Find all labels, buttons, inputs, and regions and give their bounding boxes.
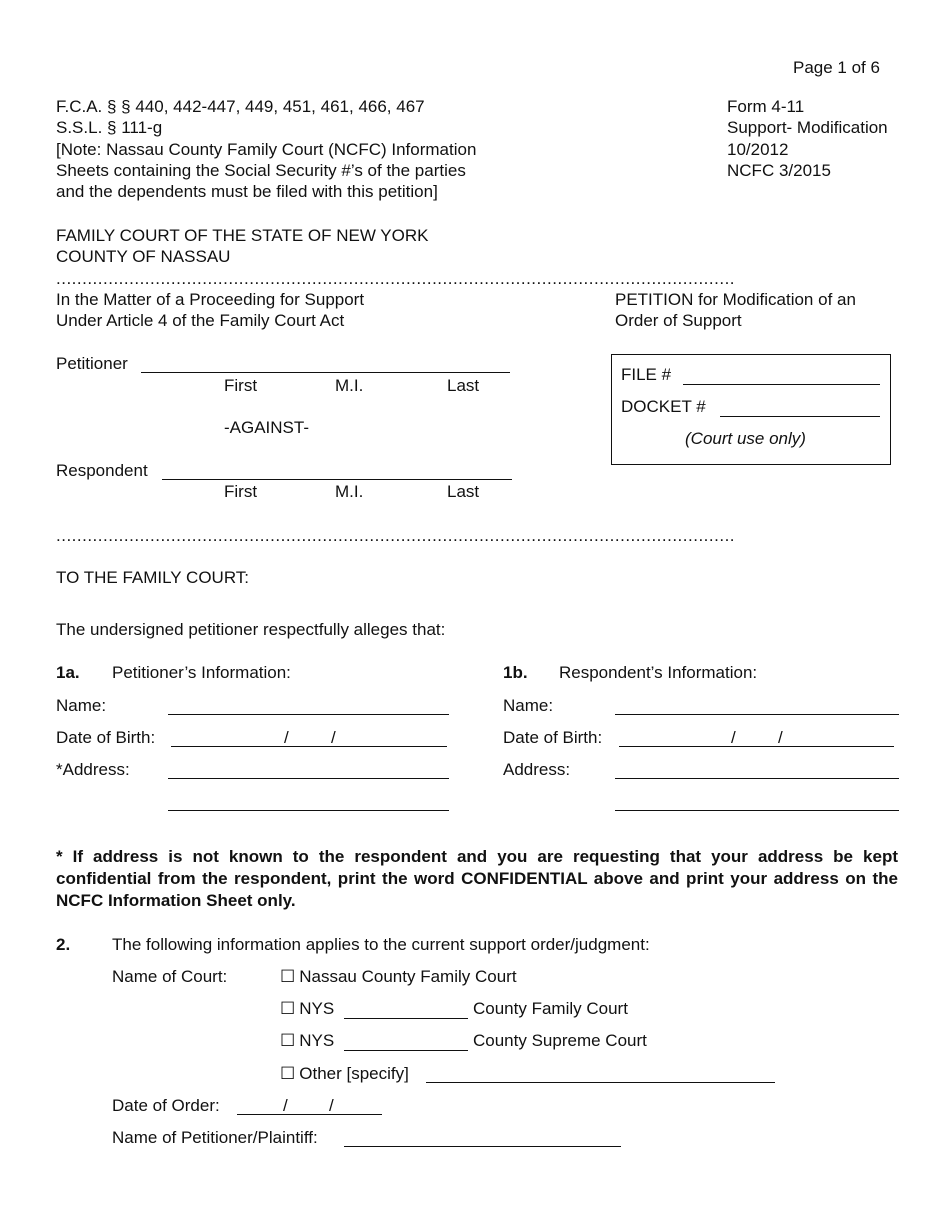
court-option-label: County Family Court — [473, 999, 628, 1018]
nys-label: NYS — [299, 999, 335, 1018]
petitioner-address-label: *Address: — [56, 760, 130, 779]
court-option-nys-supreme — [280, 1030, 334, 1052]
date-slash: / — [329, 1096, 334, 1115]
respondent-dob-input[interactable] — [619, 746, 894, 747]
plaintiff-name-field[interactable] — [344, 1146, 621, 1147]
dotted-separator: .................................................................................................................................. — [56, 526, 736, 545]
nys-label: NYS — [299, 1031, 335, 1050]
page-number: Page 1 of 6 — [793, 58, 880, 77]
dob-slash: / — [284, 728, 289, 747]
first-name-caption: First — [224, 482, 258, 501]
name-of-court-label: Name of Court: — [112, 967, 228, 986]
statute-line: S.S.L. § 111-g — [56, 118, 163, 137]
petitioner-dob-input[interactable] — [171, 746, 447, 747]
court-name: FAMILY COURT OF THE STATE OF NEW YORK — [56, 226, 429, 245]
dob-slash: / — [331, 728, 336, 747]
matter-line: In the Matter of a Proceeding for Support — [56, 290, 365, 309]
court-option-other — [280, 1063, 409, 1085]
petitioner-dob-label: Date of Birth: — [56, 728, 156, 747]
confidential-address-note: * If address is not known to the respondent and you are requesting that your address be kept confidential from the respondent, print the word CONFIDENTIAL above and print your address on the NCFC Information Sheet only. — [56, 847, 898, 910]
plaintiff-name-label: Name of Petitioner/Plaintiff: — [112, 1128, 318, 1147]
other-court-field[interactable] — [426, 1082, 775, 1083]
form-date: 10/2012 — [727, 140, 789, 159]
respondent-name-input[interactable] — [615, 714, 899, 715]
form-type: Support- Modification — [727, 118, 888, 137]
middle-initial-caption: M.I. — [335, 482, 364, 501]
section-2-title: The following information applies to the current support order/judgment: — [112, 935, 650, 954]
court-use-note: (Court use only) — [685, 429, 806, 448]
section-1b-number: 1b. — [503, 663, 528, 682]
intro-statement: The undersigned petitioner respectfully alleges that: — [56, 620, 446, 639]
respondent-address-label: Address: — [503, 760, 571, 779]
statute-line: and the dependents must be filed with this petition] — [56, 182, 438, 201]
petitioner-address-input[interactable] — [168, 778, 449, 779]
middle-initial-caption: M.I. — [335, 376, 364, 395]
respondent-dob-label: Date of Birth: — [503, 728, 603, 747]
matter-line: Under Article 4 of the Family Court Act — [56, 311, 345, 330]
petition-title: Order of Support — [615, 311, 742, 330]
petitioner-name-label: Name: — [56, 696, 107, 715]
file-number-field[interactable] — [683, 384, 880, 385]
nys-supreme-county-field[interactable] — [344, 1050, 468, 1051]
petitioner-label: Petitioner — [56, 354, 128, 373]
first-name-caption: First — [224, 376, 258, 395]
petitioner-name-input[interactable] — [168, 714, 449, 715]
court-option-label: Other [specify] — [299, 1064, 409, 1083]
court-option-label: Nassau County Family Court — [299, 967, 517, 986]
respondent-label: Respondent — [56, 461, 148, 480]
section-2-number: 2. — [56, 935, 71, 954]
county-name: COUNTY OF NASSAU — [56, 247, 231, 266]
date-slash: / — [283, 1096, 288, 1115]
respondent-address-input-2[interactable] — [615, 810, 899, 811]
statute-line: [Note: Nassau County Family Court (NCFC) Information — [56, 140, 477, 159]
court-option-label: County Supreme Court — [473, 1031, 647, 1050]
docket-number-label: DOCKET # — [621, 397, 706, 416]
court-option-nys-family — [280, 998, 334, 1020]
form-number: Form 4-11 — [727, 97, 805, 116]
court-option-nassau — [280, 966, 517, 988]
dob-slash: / — [731, 728, 736, 747]
checkbox-icon[interactable]: ☐ — [280, 1064, 296, 1083]
checkbox-icon[interactable]: ☐ — [280, 967, 296, 986]
docket-number-field[interactable] — [720, 416, 880, 417]
date-of-order-field[interactable] — [237, 1114, 382, 1115]
petitioner-address-input-2[interactable] — [168, 810, 449, 811]
petition-title: PETITION for Modification of an — [615, 290, 856, 309]
statute-line: Sheets containing the Social Security #’s of the parties — [56, 161, 466, 180]
court-use-box — [611, 354, 891, 465]
respondent-name-field[interactable] — [162, 479, 512, 480]
to-court-heading: TO THE FAMILY COURT: — [56, 568, 250, 587]
section-1b-title: Respondent’s Information: — [559, 663, 758, 682]
checkbox-icon[interactable]: ☐ — [280, 1031, 296, 1050]
last-name-caption: Last — [447, 482, 480, 501]
dob-slash: / — [778, 728, 783, 747]
form-ncfc-date: NCFC 3/2015 — [727, 161, 831, 180]
file-number-label: FILE # — [621, 365, 672, 384]
date-of-order-label: Date of Order: — [112, 1096, 220, 1115]
section-1a-number: 1a. — [56, 663, 80, 682]
last-name-caption: Last — [447, 376, 480, 395]
against-label: -AGAINST- — [224, 418, 310, 437]
dotted-separator: .................................................................................................................................. — [56, 269, 736, 288]
statute-line: F.C.A. § § 440, 442-447, 449, 451, 461, 466, 467 — [56, 97, 425, 116]
checkbox-icon[interactable]: ☐ — [280, 999, 296, 1018]
respondent-address-input[interactable] — [615, 778, 899, 779]
section-1a-title: Petitioner’s Information: — [112, 663, 291, 682]
nys-family-county-field[interactable] — [344, 1018, 468, 1019]
petitioner-name-field[interactable] — [141, 372, 510, 373]
respondent-name-label: Name: — [503, 696, 554, 715]
